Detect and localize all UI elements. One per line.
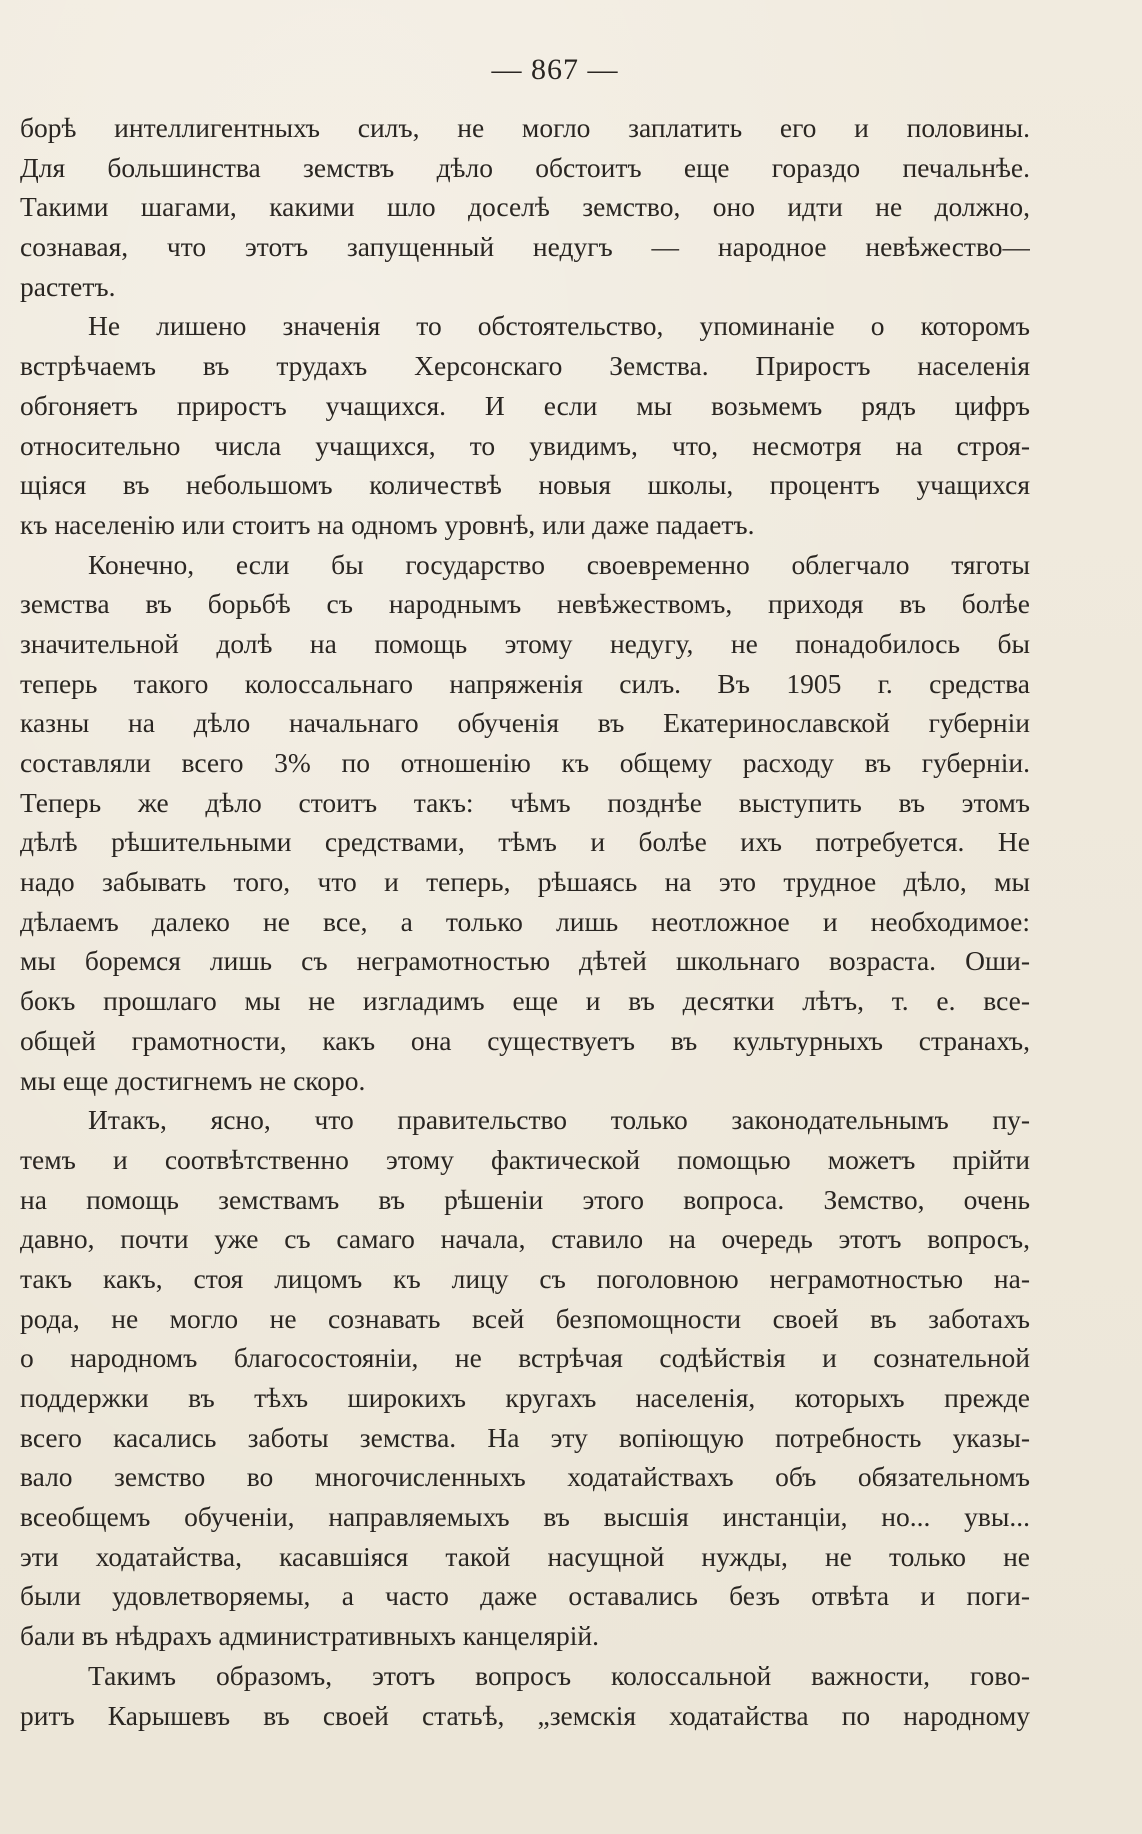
text-line: темъ и соотвѣтственно этому фактической помощью можетъ прійти	[20, 1143, 1030, 1175]
text-line: дѣлѣ рѣшительными средствами, тѣмъ и болѣе ихъ потребуется. Не	[20, 826, 1030, 858]
paragraph	[20, 545, 1030, 1101]
text-line: относительно числа учащихся, то увидимъ, что, несмотря на строя-	[20, 429, 1030, 461]
text-line: мы боремся лишь съ неграмотностью дѣтей школьнаго возраста. Оши-	[20, 945, 1030, 977]
text-line: мы еще достигнемъ не скоро.	[20, 1064, 366, 1096]
text-line: земства въ борьбѣ съ народнымъ невѣжествомъ, приходя въ болѣе	[20, 588, 1030, 620]
text-line: Для большинства земствъ дѣло обстоитъ еще гораздо печальнѣе.	[20, 151, 1030, 183]
text-line: на помощь земствамъ въ рѣшеніи этого вопроса. Земство, очень	[20, 1183, 1030, 1215]
text-line: вало земство во многочисленныхъ ходатайствахъ объ обязательномъ	[20, 1461, 1030, 1493]
text-line: растетъ.	[20, 270, 116, 302]
paragraph	[20, 306, 1030, 544]
text-line: бокъ прошлаго мы не изгладимъ еще и въ десятки лѣтъ, т. е. все-	[20, 985, 1030, 1017]
text-line: дѣлаемъ далеко не все, а только лишь неотложное и необходимое:	[20, 905, 1030, 937]
text-line: теперь такого колоссальнаго напряженія силъ. Въ 1905 г. средства	[20, 667, 1030, 699]
page-text	[20, 108, 1030, 1735]
text-line: къ населенію или стоитъ на одномъ уровнѣ, или даже падаетъ.	[20, 508, 755, 540]
text-line: Итакъ, ясно, что правительство только законодательнымъ пу-	[88, 1104, 1030, 1136]
text-line: борѣ интеллигентныхъ силъ, не могло заплатить его и половины.	[20, 112, 1030, 143]
text-line: щіяся въ небольшомъ количествѣ новыя школы, процентъ учащихся	[20, 469, 1030, 501]
text-line: такъ какъ, стоя лицомъ къ лицу съ поголовною неграмотностью на-	[20, 1262, 1030, 1294]
text-line: Не лишено значенія то обстоятельство, упоминаніе о которомъ	[88, 310, 1030, 342]
text-line: были удовлетворяемы, а часто даже оставались безъ отвѣта и поги-	[20, 1580, 1030, 1612]
text-line: о народномъ благосостояніи, не встрѣчая содѣйствія и сознательной	[20, 1342, 1030, 1374]
paragraph	[20, 1656, 1030, 1735]
text-line: Теперь же дѣло стоитъ такъ: чѣмъ позднѣе выступить въ этомъ	[20, 786, 1030, 818]
text-line: надо забывать того, что и теперь, рѣшаясь на это трудное дѣло, мы	[20, 866, 1030, 898]
page-number: — 867 —	[491, 53, 619, 86]
text-line: всего касались заботы земства. На эту вопіющую потребность указы-	[20, 1421, 1030, 1453]
text-line: рода, не могло не сознавать всей безпомощности своей въ заботахъ	[20, 1302, 1030, 1334]
text-line: значительной долѣ на помощь этому недугу, не понадобилось бы	[20, 627, 1030, 659]
text-line: поддержки въ тѣхъ широкихъ кругахъ населенія, которыхъ прежде	[20, 1382, 1030, 1413]
text-line: всеобщемъ обученіи, направляемыхъ въ высшія инстанціи, но... увы...	[20, 1501, 1030, 1533]
text-line: ритъ Карышевъ въ своей статьѣ, „земскія ходатайства по народному	[20, 1699, 1030, 1731]
text-line: казны на дѣло начальнаго обученія въ Екатеринославской губерніи	[20, 707, 1030, 739]
paragraph	[20, 1100, 1030, 1656]
text-line: обгоняетъ приростъ учащихся. И если мы возьмемъ рядъ цифръ	[20, 389, 1030, 421]
text-line: Конечно, если бы государство своевременно облегчало тяготы	[88, 548, 1030, 580]
text-line: сознавая, что этотъ запущенный недугъ — народное невѣжество—	[20, 231, 1030, 263]
text-line: эти ходатайства, касавшіяся такой насущной нужды, не только не	[20, 1540, 1030, 1572]
text-line: бали въ нѣдрахъ административныхъ канцелярій.	[20, 1620, 599, 1652]
text-line: Такимъ образомъ, этотъ вопросъ колоссальной важности, гово-	[88, 1659, 1030, 1691]
text-line: встрѣчаемъ въ трудахъ Херсонскаго Земства. Приростъ населенія	[20, 350, 1030, 382]
text-line: Такими шагами, какими шло доселѣ земство, оно идти не должно,	[20, 191, 1030, 223]
paragraph	[20, 108, 1030, 306]
text-line: общей грамотности, какъ она существуетъ въ культурныхъ странахъ,	[20, 1024, 1030, 1056]
text-line: составляли всего 3% по отношенію къ общему расходу въ губерніи.	[20, 747, 1030, 778]
text-line: давно, почти уже съ самаго начала, ставило на очередь этотъ вопросъ,	[20, 1223, 1030, 1255]
